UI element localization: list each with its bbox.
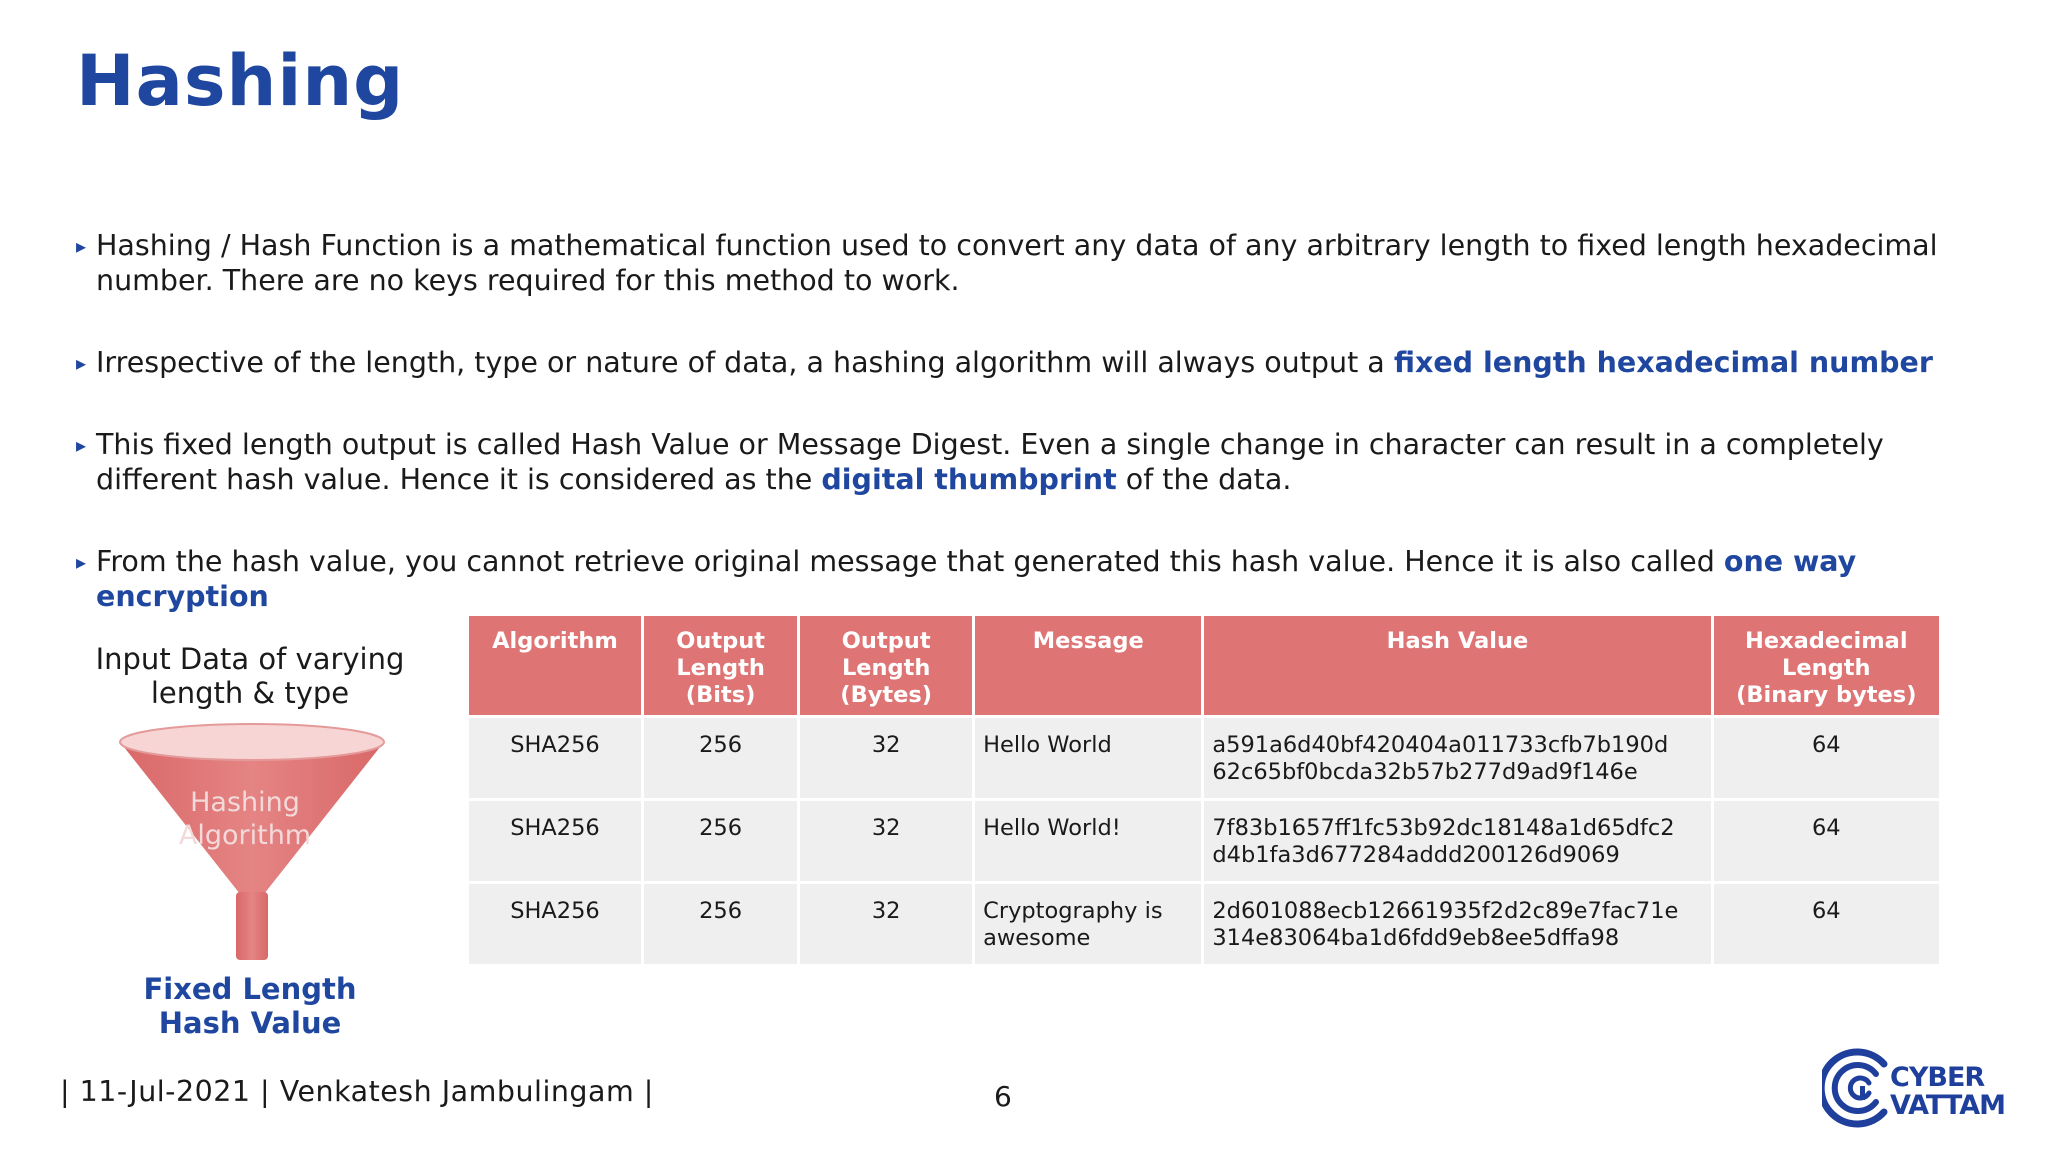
bullet-text-tail: of the data. bbox=[1116, 463, 1292, 496]
cell-message: Cryptography is awesome bbox=[975, 884, 1201, 964]
bullet-item bbox=[76, 228, 1976, 298]
header-hash-value: Hash Value bbox=[1204, 616, 1710, 715]
cell-algorithm: SHA256 bbox=[469, 801, 641, 881]
table-header-row bbox=[469, 616, 1939, 715]
bullet-highlight: one way encryption bbox=[96, 545, 1857, 613]
footer-text: | 11-Jul-2021 | Venkatesh Jambulingam | bbox=[60, 1075, 654, 1108]
bullet-arrow-icon: ▸ bbox=[76, 234, 87, 258]
bullet-arrow-icon: ▸ bbox=[76, 550, 87, 574]
logo-line2: VATTAM bbox=[1890, 1090, 2005, 1121]
bullet-text: Hashing / Hash Function is a mathematical function used to convert any data of any arbitrary length to fixed length hexadecimal number. There are no keys required for this method to work. bbox=[96, 229, 1938, 297]
header-message: Message bbox=[975, 616, 1201, 715]
cell-bytes: 32 bbox=[800, 884, 972, 964]
header-hex-length: Hexadecimal Length (Binary bytes) bbox=[1714, 616, 1939, 715]
bullet-item bbox=[76, 345, 1976, 380]
funnel-input-caption: Input Data of varying length & type bbox=[95, 642, 405, 710]
funnel-output-line2: Hash Value bbox=[158, 1006, 342, 1040]
cell-bits: 256 bbox=[644, 718, 797, 798]
cell-hash: 7f83b1657ff1fc53b92dc18148a1d65dfc2 d4b1fa3d677284addd200126d9069 bbox=[1204, 801, 1710, 881]
cell-hash: a591a6d40bf420404a011733cfb7b190d 62c65bf0bcda32b57b277d9ad9f146e bbox=[1204, 718, 1710, 798]
cell-message: Hello World! bbox=[975, 801, 1201, 881]
cell-hex-length: 64 bbox=[1714, 718, 1939, 798]
bullet-text: Irrespective of the length, type or nature of data, a hashing algorithm will always output a bbox=[96, 346, 1394, 379]
cell-bits: 256 bbox=[644, 884, 797, 964]
funnel-output-line1: Fixed Length bbox=[143, 972, 357, 1006]
hash-table bbox=[466, 613, 1942, 967]
funnel-label bbox=[130, 786, 360, 852]
header-algorithm: Algorithm bbox=[469, 616, 641, 715]
cell-algorithm: SHA256 bbox=[469, 718, 641, 798]
bullet-item bbox=[76, 544, 1976, 614]
cell-bits: 256 bbox=[644, 801, 797, 881]
funnel-label-line1: Hashing bbox=[190, 787, 300, 818]
slide-title: Hashing bbox=[76, 40, 405, 122]
cell-bytes: 32 bbox=[800, 718, 972, 798]
funnel-label-line2: Algorithm bbox=[178, 820, 312, 851]
cell-algorithm: SHA256 bbox=[469, 884, 641, 964]
table-row bbox=[469, 801, 1939, 881]
header-output-bytes: Output Length (Bytes) bbox=[800, 616, 972, 715]
page-number: 6 bbox=[994, 1080, 1012, 1113]
bullet-item bbox=[76, 427, 1976, 497]
table-row bbox=[469, 884, 1939, 964]
bullet-arrow-icon: ▸ bbox=[76, 351, 87, 375]
cell-hash: 2d601088ecb12661935f2d2c89e7fac71e 314e83064ba1d6fdd9eb8ee5dffa98 bbox=[1204, 884, 1710, 964]
table-row bbox=[469, 718, 1939, 798]
cell-bytes: 32 bbox=[800, 801, 972, 881]
bullet-arrow-icon: ▸ bbox=[76, 433, 87, 457]
cell-hex-length: 64 bbox=[1714, 801, 1939, 881]
bullet-highlight: fixed length hexadecimal number bbox=[1393, 346, 1933, 379]
logo-line1: CYBER bbox=[1890, 1062, 1985, 1093]
logo-wordmark bbox=[1890, 1064, 2005, 1120]
header-output-bits: Output Length (Bits) bbox=[644, 616, 797, 715]
bullet-text: From the hash value, you cannot retrieve original message that generated this hash value. Hence it is also called bbox=[96, 545, 1724, 578]
bullet-list bbox=[76, 228, 1976, 661]
bullet-highlight: digital thumbprint bbox=[821, 463, 1117, 496]
cell-message: Hello World bbox=[975, 718, 1201, 798]
bullet-text: This fixed length output is called Hash Value or Message Digest. Even a single change in character can result in a completely different hash value. Hence it is considered as the bbox=[96, 428, 1884, 496]
cell-hex-length: 64 bbox=[1714, 884, 1939, 964]
funnel-output-caption bbox=[100, 972, 400, 1040]
